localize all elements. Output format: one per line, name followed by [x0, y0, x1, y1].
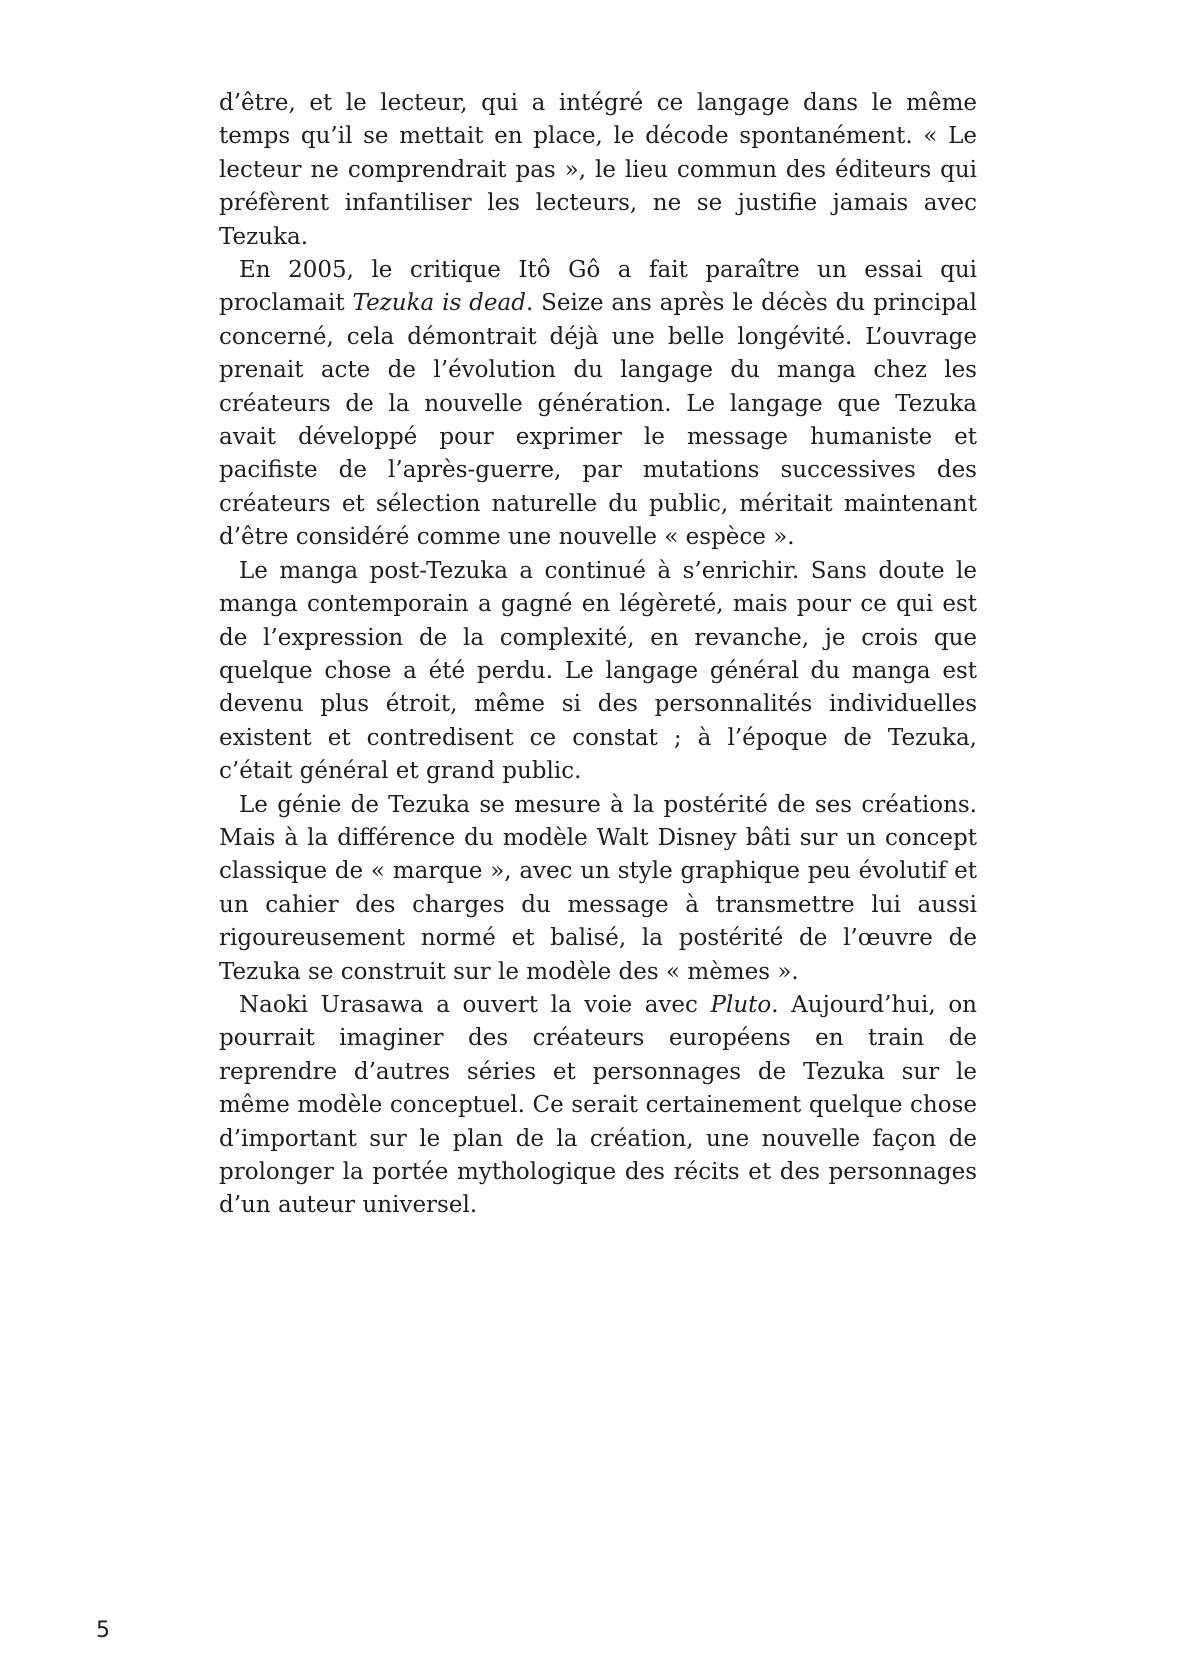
page-number: 5 [96, 1618, 110, 1643]
paragraph-2 [219, 254, 977, 555]
paragraph-1-text: d’être, et le lecteur, qui a intégré ce langage dans le même temps qu’il se mettait en place, le décode spontanément. « Le lecteur ne comprendrait pas », le lieu commun des éditeurs qui préfèrent infantiliser les lecteurs, ne se justifie jamais avec Tezuka. [219, 90, 977, 250]
paragraph-4-text: Le génie de Tezuka se mesure à la postérité de ses créations. Mais à la différence du modèle Walt Disney bâti sur un concept classique de « marque », avec un style graphique peu évolutif et un cahier des charges du message à transmettre lui aussi rigoureusement normé et balisé, la postérité de l’œuvre de Tezuka se construit sur le modèle des « mèmes ». [219, 791, 977, 985]
paragraph-5 [219, 989, 977, 1223]
book-title-pluto: Pluto [710, 991, 772, 1018]
paragraph-2-text-end: . Seize ans après le décès du principal concerné, cela démontrait déjà une belle longévité. L’ouvrage prenait acte de l’évolution du langage du manga chez les créateurs de la nouvelle génération. Le langage que Tezuka avait développé pour exprimer le message humaniste et pacifiste de l’après-guerre, par mutations successives des créateurs et sélection naturelle du public, méritait maintenant d’être considéré comme une nouvelle « espèce ». [219, 290, 977, 551]
paragraph-3-text: Le manga post-Tezuka a continué à s’enrichir. Sans doute le manga contemporain a gagné en légèreté, mais pour ce qui est de l’expression de la complexité, en revanche, je crois que quelque chose a été perdu. Le langage général du manga est devenu plus étroit, même si des personnalités individuelles existent et contredisent ce constat ; à l’époque de Tezuka, c’était général et grand public. [219, 557, 977, 785]
body-text [219, 87, 977, 1223]
paragraph-1 [219, 87, 977, 254]
paragraph-5-text-start: Naoki Urasawa a ouvert la voie avec [239, 991, 711, 1018]
paragraph-4 [219, 789, 977, 989]
book-title-tezuka-is-dead: Tezuka is dead [352, 290, 526, 317]
paragraph-2-text-start: En 2005, le critique Itô Gô a fait paraître un essai qui proclamait [219, 257, 977, 317]
paragraph-5-text-end: . Aujourd’hui, on pourrait imaginer des créateurs européens en train de reprendre d’autres séries et personnages de Tezuka sur le même modèle conceptuel. Ce serait certainement quelque chose d’important sur le plan de la création, une nouvelle façon de prolonger la portée mythologique des récits et des personnages d’un auteur universel. [219, 991, 977, 1219]
paragraph-3 [219, 555, 977, 789]
